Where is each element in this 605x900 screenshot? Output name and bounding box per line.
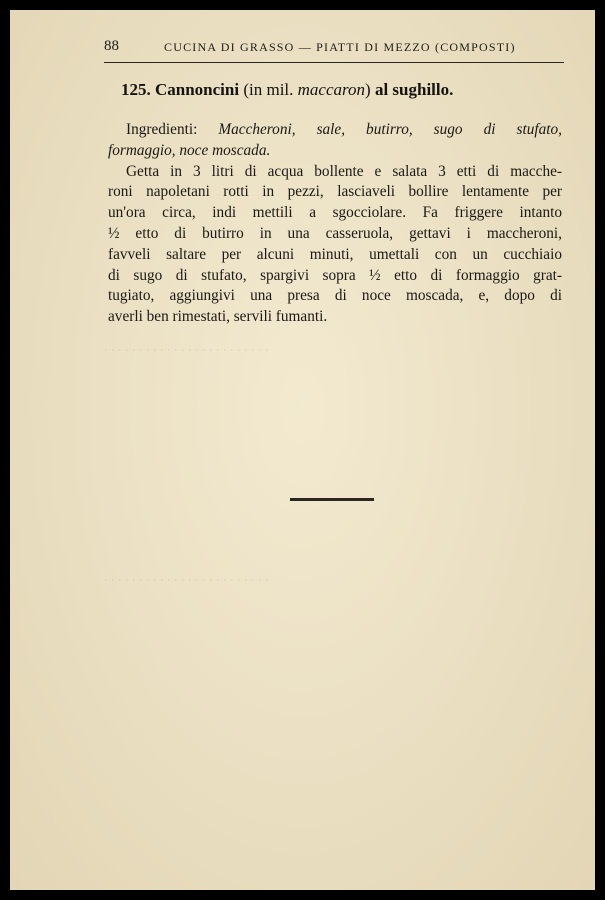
ingredients-list-2: formaggio, noce moscada.: [108, 141, 271, 159]
book-page: [10, 10, 595, 890]
recipe-title-paren-italic: maccaron: [297, 80, 366, 99]
ingredients-label: Ingredienti:: [126, 121, 219, 138]
recipe-title-paren-close: ): [365, 80, 371, 99]
recipe-title-main: Cannoncini: [155, 80, 240, 99]
body-line: tugiato, aggiungivi una presa di noce moscada, e, dopo di: [108, 287, 562, 305]
recipe-body: [108, 120, 562, 328]
recipe-title-al: al: [374, 80, 389, 99]
body-line: ½ etto di butirro in una casseruola, gettavi i maccheroni,: [108, 224, 562, 242]
section-divider: [290, 498, 374, 501]
recipe-title: [121, 80, 453, 100]
ingredients-list-1: Maccheroni, sale, butirro, sugo di stufato,: [218, 121, 562, 138]
ingredients-line-2: [108, 141, 562, 162]
recipe-title-paren-open: (in mil.: [243, 80, 298, 99]
body-line: roni napoletani rotti in pezzi, lasciaveli bollire lentamente per: [108, 183, 562, 201]
running-head: [104, 32, 564, 63]
ingredients-line-1: [108, 120, 562, 141]
body-line: favveli saltare per alcuni minuti, umettali con un cucchiaio: [108, 245, 562, 263]
body-line: averli ben rimestati, servili fumanti.: [108, 308, 328, 326]
page-number: 88: [104, 38, 119, 54]
recipe-title-end: sughillo.: [392, 80, 454, 99]
body-line: di sugo di stufato, spargivi sopra ½ etto di formaggio grat-: [108, 266, 562, 284]
running-head-title: CUCINA DI GRASSO — PIATTI DI MEZZO (COMPOSTI): [164, 40, 516, 54]
bleed-through-text: . . . . . . . . . . . . . . . . . . . . . . . .: [104, 570, 269, 585]
recipe-number: 125.: [121, 80, 151, 99]
bleed-through-text: . . . . . . . . . . . . . . . . . . . . . . . .: [104, 340, 269, 355]
body-line: un'ora circa, indi mettili a sgocciolare. Fa friggere intanto: [108, 204, 562, 222]
body-line: Getta in 3 litri di acqua bollente e salata 3 etti di macche-: [126, 162, 562, 180]
